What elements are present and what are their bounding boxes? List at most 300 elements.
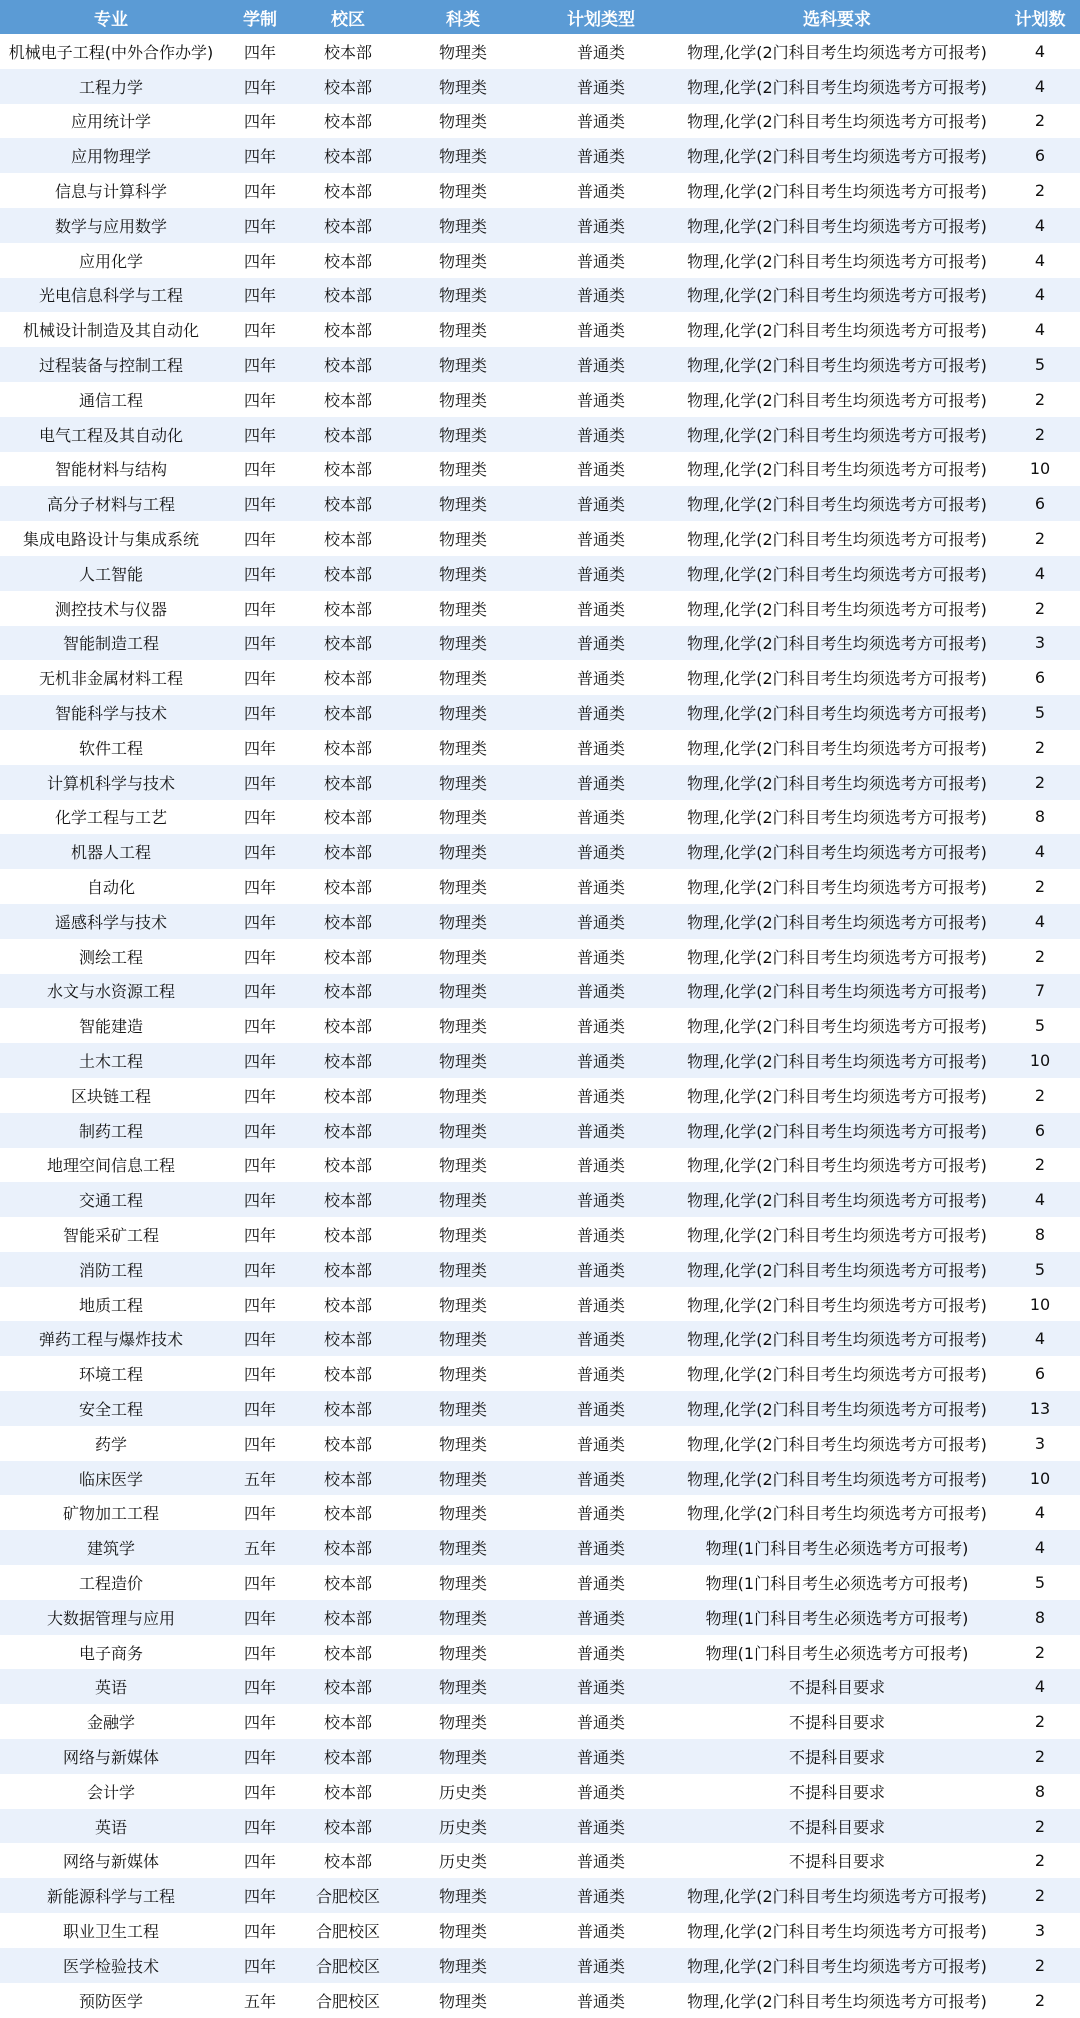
table-row [0, 939, 1080, 974]
cell-plan-type: 普通类 [528, 312, 674, 347]
cell-subject-category: 物理类 [398, 660, 528, 695]
cell-plan-count: 6 [1000, 486, 1080, 521]
cell-major: 集成电路设计与集成系统 [0, 521, 222, 556]
cell-major: 矿物加工工程 [0, 1495, 222, 1530]
cell-campus: 校本部 [298, 834, 398, 869]
cell-subject-requirement: 物理,化学(2门科目考生均须选考方可报考) [674, 1008, 1000, 1043]
cell-plan-type: 普通类 [528, 1287, 674, 1322]
header-plan-type: 计划类型 [528, 0, 674, 34]
cell-major: 机械电子工程(中外合作办学) [0, 34, 222, 69]
cell-subject-requirement: 不提科目要求 [674, 1669, 1000, 1704]
cell-plan-count: 4 [1000, 69, 1080, 104]
cell-plan-type: 普通类 [528, 173, 674, 208]
cell-plan-type: 普通类 [528, 1704, 674, 1739]
cell-subject-requirement: 物理,化学(2门科目考生均须选考方可报考) [674, 1182, 1000, 1217]
cell-campus: 校本部 [298, 486, 398, 521]
cell-subject-category: 物理类 [398, 1669, 528, 1704]
cell-plan-type: 普通类 [528, 765, 674, 800]
cell-plan-type: 普通类 [528, 800, 674, 835]
cell-plan-count: 2 [1000, 765, 1080, 800]
cell-duration: 四年 [222, 1426, 298, 1461]
table-row [0, 1774, 1080, 1809]
table-body [0, 34, 1080, 2017]
table-row [0, 1461, 1080, 1496]
cell-major: 应用化学 [0, 243, 222, 278]
cell-duration: 四年 [222, 1148, 298, 1183]
cell-campus: 校本部 [298, 1321, 398, 1356]
table-row [0, 1148, 1080, 1183]
cell-duration: 四年 [222, 1878, 298, 1913]
cell-major: 区块链工程 [0, 1078, 222, 1113]
cell-duration: 四年 [222, 1565, 298, 1600]
cell-plan-count: 2 [1000, 1635, 1080, 1670]
cell-subject-requirement: 物理,化学(2门科目考生均须选考方可报考) [674, 173, 1000, 208]
cell-subject-requirement: 物理,化学(2门科目考生均须选考方可报考) [674, 800, 1000, 835]
cell-campus: 校本部 [298, 904, 398, 939]
cell-major: 英语 [0, 1809, 222, 1844]
table-row [0, 1530, 1080, 1565]
table-row [0, 1182, 1080, 1217]
cell-subject-requirement: 物理,化学(2门科目考生均须选考方可报考) [674, 1217, 1000, 1252]
cell-plan-type: 普通类 [528, 1530, 674, 1565]
cell-subject-requirement: 物理,化学(2门科目考生均须选考方可报考) [674, 1321, 1000, 1356]
cell-subject-requirement: 物理,化学(2门科目考生均须选考方可报考) [674, 939, 1000, 974]
cell-subject-category: 物理类 [398, 1878, 528, 1913]
table-row [0, 556, 1080, 591]
cell-subject-requirement: 物理,化学(2门科目考生均须选考方可报考) [674, 1913, 1000, 1948]
cell-duration: 四年 [222, 1287, 298, 1322]
cell-plan-count: 2 [1000, 591, 1080, 626]
table-row [0, 1913, 1080, 1948]
table-row [0, 1495, 1080, 1530]
cell-plan-type: 普通类 [528, 626, 674, 661]
cell-subject-category: 物理类 [398, 347, 528, 382]
table-row [0, 1008, 1080, 1043]
cell-duration: 四年 [222, 208, 298, 243]
cell-plan-type: 普通类 [528, 730, 674, 765]
cell-plan-type: 普通类 [528, 660, 674, 695]
cell-subject-category: 物理类 [398, 34, 528, 69]
cell-campus: 校本部 [298, 1078, 398, 1113]
cell-campus: 校本部 [298, 104, 398, 139]
cell-major: 无机非金属材料工程 [0, 660, 222, 695]
cell-plan-type: 普通类 [528, 417, 674, 452]
cell-duration: 四年 [222, 69, 298, 104]
cell-major: 建筑学 [0, 1530, 222, 1565]
cell-plan-count: 10 [1000, 1461, 1080, 1496]
table-row [0, 1843, 1080, 1878]
cell-major: 交通工程 [0, 1182, 222, 1217]
cell-plan-type: 普通类 [528, 1774, 674, 1809]
cell-subject-category: 物理类 [398, 278, 528, 313]
cell-plan-count: 2 [1000, 939, 1080, 974]
cell-plan-type: 普通类 [528, 1948, 674, 1983]
cell-subject-requirement: 物理(1门科目考生必须选考方可报考) [674, 1600, 1000, 1635]
cell-duration: 四年 [222, 1043, 298, 1078]
cell-subject-category: 物理类 [398, 834, 528, 869]
cell-campus: 校本部 [298, 208, 398, 243]
header-major: 专业 [0, 0, 222, 34]
cell-major: 高分子材料与工程 [0, 486, 222, 521]
cell-major: 地理空间信息工程 [0, 1148, 222, 1183]
header-subject-requirement: 选科要求 [674, 0, 1000, 34]
cell-subject-category: 物理类 [398, 1252, 528, 1287]
cell-plan-type: 普通类 [528, 278, 674, 313]
cell-duration: 四年 [222, 1669, 298, 1704]
cell-campus: 校本部 [298, 1043, 398, 1078]
cell-campus: 校本部 [298, 1461, 398, 1496]
header-duration: 学制 [222, 0, 298, 34]
cell-major: 智能科学与技术 [0, 695, 222, 730]
cell-plan-count: 13 [1000, 1391, 1080, 1426]
cell-plan-count: 5 [1000, 1565, 1080, 1600]
table-row [0, 1565, 1080, 1600]
cell-plan-count: 4 [1000, 1321, 1080, 1356]
cell-plan-type: 普通类 [528, 939, 674, 974]
table-row [0, 312, 1080, 347]
cell-plan-type: 普通类 [528, 1878, 674, 1913]
cell-campus: 校本部 [298, 939, 398, 974]
table-row [0, 34, 1080, 69]
cell-plan-count: 4 [1000, 34, 1080, 69]
cell-plan-type: 普通类 [528, 834, 674, 869]
cell-subject-requirement: 物理,化学(2门科目考生均须选考方可报考) [674, 765, 1000, 800]
cell-duration: 四年 [222, 1809, 298, 1844]
cell-major: 机器人工程 [0, 834, 222, 869]
cell-campus: 校本部 [298, 1495, 398, 1530]
cell-subject-category: 物理类 [398, 869, 528, 904]
cell-plan-count: 2 [1000, 1704, 1080, 1739]
cell-plan-count: 6 [1000, 1113, 1080, 1148]
cell-duration: 四年 [222, 695, 298, 730]
cell-campus: 校本部 [298, 626, 398, 661]
cell-subject-category: 物理类 [398, 1356, 528, 1391]
cell-campus: 校本部 [298, 591, 398, 626]
cell-subject-requirement: 物理,化学(2门科目考生均须选考方可报考) [674, 1148, 1000, 1183]
cell-major: 土木工程 [0, 1043, 222, 1078]
cell-plan-type: 普通类 [528, 1565, 674, 1600]
table-row [0, 1600, 1080, 1635]
cell-subject-category: 物理类 [398, 765, 528, 800]
cell-duration: 四年 [222, 1600, 298, 1635]
cell-subject-category: 物理类 [398, 69, 528, 104]
cell-plan-count: 2 [1000, 382, 1080, 417]
cell-subject-category: 物理类 [398, 1600, 528, 1635]
cell-plan-type: 普通类 [528, 347, 674, 382]
cell-plan-type: 普通类 [528, 1321, 674, 1356]
cell-subject-requirement: 物理,化学(2门科目考生均须选考方可报考) [674, 1113, 1000, 1148]
cell-campus: 合肥校区 [298, 1913, 398, 1948]
cell-subject-requirement: 物理,化学(2门科目考生均须选考方可报考) [674, 1495, 1000, 1530]
cell-plan-type: 普通类 [528, 1635, 674, 1670]
cell-major: 智能建造 [0, 1008, 222, 1043]
cell-duration: 四年 [222, 904, 298, 939]
cell-duration: 五年 [222, 1530, 298, 1565]
cell-duration: 四年 [222, 869, 298, 904]
cell-subject-category: 物理类 [398, 730, 528, 765]
cell-plan-type: 普通类 [528, 904, 674, 939]
cell-subject-requirement: 物理,化学(2门科目考生均须选考方可报考) [674, 138, 1000, 173]
cell-plan-type: 普通类 [528, 69, 674, 104]
cell-duration: 四年 [222, 1217, 298, 1252]
cell-subject-category: 物理类 [398, 556, 528, 591]
cell-subject-requirement: 物理,化学(2门科目考生均须选考方可报考) [674, 243, 1000, 278]
cell-duration: 四年 [222, 1948, 298, 1983]
cell-campus: 校本部 [298, 243, 398, 278]
cell-subject-requirement: 物理,化学(2门科目考生均须选考方可报考) [674, 1461, 1000, 1496]
cell-duration: 四年 [222, 939, 298, 974]
cell-duration: 四年 [222, 1356, 298, 1391]
cell-campus: 校本部 [298, 1217, 398, 1252]
cell-plan-type: 普通类 [528, 243, 674, 278]
cell-plan-count: 2 [1000, 1739, 1080, 1774]
cell-subject-requirement: 物理,化学(2门科目考生均须选考方可报考) [674, 417, 1000, 452]
cell-subject-requirement: 物理,化学(2门科目考生均须选考方可报考) [674, 452, 1000, 487]
table-row [0, 1809, 1080, 1844]
cell-subject-requirement: 物理,化学(2门科目考生均须选考方可报考) [674, 347, 1000, 382]
table-row [0, 1739, 1080, 1774]
cell-subject-category: 物理类 [398, 1461, 528, 1496]
cell-subject-category: 物理类 [398, 1008, 528, 1043]
table-row [0, 765, 1080, 800]
table-row [0, 1704, 1080, 1739]
cell-subject-requirement: 不提科目要求 [674, 1809, 1000, 1844]
cell-major: 医学检验技术 [0, 1948, 222, 1983]
cell-plan-count: 4 [1000, 243, 1080, 278]
cell-duration: 四年 [222, 800, 298, 835]
table-row [0, 591, 1080, 626]
cell-campus: 校本部 [298, 730, 398, 765]
cell-major: 地质工程 [0, 1287, 222, 1322]
table-row [0, 1321, 1080, 1356]
cell-plan-count: 2 [1000, 1948, 1080, 1983]
header-subject-category: 科类 [398, 0, 528, 34]
cell-campus: 校本部 [298, 278, 398, 313]
cell-major: 电气工程及其自动化 [0, 417, 222, 452]
cell-subject-category: 物理类 [398, 1148, 528, 1183]
cell-subject-category: 物理类 [398, 382, 528, 417]
cell-duration: 四年 [222, 1008, 298, 1043]
cell-plan-type: 普通类 [528, 695, 674, 730]
cell-campus: 校本部 [298, 1704, 398, 1739]
cell-major: 临床医学 [0, 1461, 222, 1496]
cell-plan-type: 普通类 [528, 591, 674, 626]
header-campus: 校区 [298, 0, 398, 34]
cell-plan-type: 普通类 [528, 1843, 674, 1878]
cell-campus: 校本部 [298, 695, 398, 730]
cell-campus: 合肥校区 [298, 1948, 398, 1983]
cell-plan-type: 普通类 [528, 1600, 674, 1635]
cell-major: 安全工程 [0, 1391, 222, 1426]
cell-major: 网络与新媒体 [0, 1843, 222, 1878]
cell-major: 水文与水资源工程 [0, 974, 222, 1009]
cell-subject-category: 物理类 [398, 1913, 528, 1948]
cell-duration: 四年 [222, 1321, 298, 1356]
cell-campus: 校本部 [298, 1809, 398, 1844]
cell-subject-requirement: 物理,化学(2门科目考生均须选考方可报考) [674, 904, 1000, 939]
cell-subject-requirement: 物理,化学(2门科目考生均须选考方可报考) [674, 1252, 1000, 1287]
cell-subject-requirement: 物理,化学(2门科目考生均须选考方可报考) [674, 1983, 1000, 2018]
cell-campus: 校本部 [298, 382, 398, 417]
cell-plan-count: 6 [1000, 138, 1080, 173]
cell-plan-count: 2 [1000, 1878, 1080, 1913]
cell-major: 弹药工程与爆炸技术 [0, 1321, 222, 1356]
table-row [0, 1252, 1080, 1287]
cell-plan-count: 2 [1000, 173, 1080, 208]
cell-duration: 四年 [222, 382, 298, 417]
table-row [0, 660, 1080, 695]
cell-plan-count: 8 [1000, 800, 1080, 835]
cell-plan-count: 8 [1000, 1600, 1080, 1635]
table-row [0, 278, 1080, 313]
table-row [0, 1669, 1080, 1704]
cell-subject-requirement: 物理,化学(2门科目考生均须选考方可报考) [674, 521, 1000, 556]
cell-subject-category: 物理类 [398, 138, 528, 173]
cell-plan-count: 4 [1000, 208, 1080, 243]
cell-major: 软件工程 [0, 730, 222, 765]
cell-subject-requirement: 物理,化学(2门科目考生均须选考方可报考) [674, 208, 1000, 243]
cell-plan-count: 2 [1000, 521, 1080, 556]
cell-campus: 合肥校区 [298, 1878, 398, 1913]
cell-plan-count: 4 [1000, 1530, 1080, 1565]
cell-subject-requirement: 物理,化学(2门科目考生均须选考方可报考) [674, 869, 1000, 904]
cell-plan-type: 普通类 [528, 1391, 674, 1426]
cell-campus: 合肥校区 [298, 1983, 398, 2018]
cell-subject-requirement: 物理,化学(2门科目考生均须选考方可报考) [674, 1043, 1000, 1078]
cell-plan-count: 4 [1000, 1495, 1080, 1530]
cell-campus: 校本部 [298, 1843, 398, 1878]
cell-subject-category: 物理类 [398, 1983, 528, 2018]
cell-plan-type: 普通类 [528, 486, 674, 521]
cell-subject-requirement: 物理,化学(2门科目考生均须选考方可报考) [674, 660, 1000, 695]
cell-major: 消防工程 [0, 1252, 222, 1287]
cell-major: 过程装备与控制工程 [0, 347, 222, 382]
table-row [0, 382, 1080, 417]
cell-campus: 校本部 [298, 1530, 398, 1565]
cell-subject-category: 物理类 [398, 591, 528, 626]
cell-major: 制药工程 [0, 1113, 222, 1148]
cell-subject-requirement: 物理,化学(2门科目考生均须选考方可报考) [674, 974, 1000, 1009]
cell-major: 遥感科学与技术 [0, 904, 222, 939]
cell-subject-requirement: 物理,化学(2门科目考生均须选考方可报考) [674, 1948, 1000, 1983]
cell-plan-type: 普通类 [528, 1078, 674, 1113]
cell-subject-category: 物理类 [398, 104, 528, 139]
cell-duration: 四年 [222, 626, 298, 661]
cell-plan-type: 普通类 [528, 1182, 674, 1217]
cell-campus: 校本部 [298, 312, 398, 347]
cell-major: 大数据管理与应用 [0, 1600, 222, 1635]
cell-duration: 四年 [222, 1391, 298, 1426]
cell-subject-category: 物理类 [398, 1426, 528, 1461]
cell-plan-count: 2 [1000, 1983, 1080, 2018]
cell-duration: 四年 [222, 1704, 298, 1739]
cell-subject-category: 历史类 [398, 1774, 528, 1809]
cell-campus: 校本部 [298, 1739, 398, 1774]
cell-campus: 校本部 [298, 1008, 398, 1043]
cell-subject-requirement: 物理,化学(2门科目考生均须选考方可报考) [674, 834, 1000, 869]
cell-campus: 校本部 [298, 138, 398, 173]
cell-plan-count: 3 [1000, 1426, 1080, 1461]
cell-plan-type: 普通类 [528, 1217, 674, 1252]
table-row [0, 347, 1080, 382]
table-row [0, 208, 1080, 243]
cell-subject-category: 物理类 [398, 1113, 528, 1148]
cell-major: 智能制造工程 [0, 626, 222, 661]
cell-duration: 四年 [222, 347, 298, 382]
cell-subject-category: 物理类 [398, 1495, 528, 1530]
cell-subject-category: 物理类 [398, 1948, 528, 1983]
cell-subject-category: 物理类 [398, 800, 528, 835]
cell-duration: 四年 [222, 104, 298, 139]
cell-duration: 四年 [222, 521, 298, 556]
cell-duration: 四年 [222, 1495, 298, 1530]
cell-subject-category: 物理类 [398, 173, 528, 208]
cell-plan-count: 6 [1000, 1356, 1080, 1391]
cell-plan-type: 普通类 [528, 1913, 674, 1948]
cell-plan-type: 普通类 [528, 104, 674, 139]
cell-plan-count: 2 [1000, 104, 1080, 139]
table-row [0, 1635, 1080, 1670]
cell-major: 通信工程 [0, 382, 222, 417]
cell-subject-requirement: 物理,化学(2门科目考生均须选考方可报考) [674, 1078, 1000, 1113]
cell-duration: 四年 [222, 1843, 298, 1878]
header-plan-count: 计划数 [1000, 0, 1080, 34]
cell-subject-category: 历史类 [398, 1843, 528, 1878]
table-row [0, 974, 1080, 1009]
cell-campus: 校本部 [298, 1600, 398, 1635]
cell-campus: 校本部 [298, 173, 398, 208]
cell-subject-requirement: 物理,化学(2门科目考生均须选考方可报考) [674, 695, 1000, 730]
cell-duration: 四年 [222, 243, 298, 278]
cell-plan-type: 普通类 [528, 208, 674, 243]
cell-duration: 四年 [222, 1739, 298, 1774]
table-row [0, 1113, 1080, 1148]
cell-major: 光电信息科学与工程 [0, 278, 222, 313]
cell-subject-requirement: 物理,化学(2门科目考生均须选考方可报考) [674, 1426, 1000, 1461]
cell-plan-type: 普通类 [528, 382, 674, 417]
cell-major: 化学工程与工艺 [0, 800, 222, 835]
table-header-row [0, 0, 1080, 34]
cell-subject-category: 物理类 [398, 521, 528, 556]
cell-subject-category: 物理类 [398, 1287, 528, 1322]
cell-plan-type: 普通类 [528, 1809, 674, 1844]
table-row [0, 1983, 1080, 2018]
cell-campus: 校本部 [298, 1426, 398, 1461]
cell-plan-count: 8 [1000, 1774, 1080, 1809]
cell-duration: 四年 [222, 591, 298, 626]
cell-plan-count: 3 [1000, 1913, 1080, 1948]
cell-major: 测控技术与仪器 [0, 591, 222, 626]
cell-duration: 五年 [222, 1461, 298, 1496]
cell-major: 计算机科学与技术 [0, 765, 222, 800]
cell-campus: 校本部 [298, 34, 398, 69]
cell-subject-requirement: 物理,化学(2门科目考生均须选考方可报考) [674, 1287, 1000, 1322]
cell-duration: 四年 [222, 312, 298, 347]
table-row [0, 173, 1080, 208]
cell-major: 职业卫生工程 [0, 1913, 222, 1948]
cell-plan-count: 2 [1000, 1148, 1080, 1183]
cell-plan-count: 4 [1000, 834, 1080, 869]
table-row [0, 486, 1080, 521]
cell-plan-type: 普通类 [528, 1495, 674, 1530]
cell-subject-requirement: 物理(1门科目考生必须选考方可报考) [674, 1565, 1000, 1600]
cell-plan-count: 4 [1000, 556, 1080, 591]
cell-subject-requirement: 物理,化学(2门科目考生均须选考方可报考) [674, 626, 1000, 661]
cell-subject-requirement: 物理,化学(2门科目考生均须选考方可报考) [674, 34, 1000, 69]
cell-plan-type: 普通类 [528, 1669, 674, 1704]
cell-subject-requirement: 不提科目要求 [674, 1843, 1000, 1878]
table-row [0, 1948, 1080, 1983]
